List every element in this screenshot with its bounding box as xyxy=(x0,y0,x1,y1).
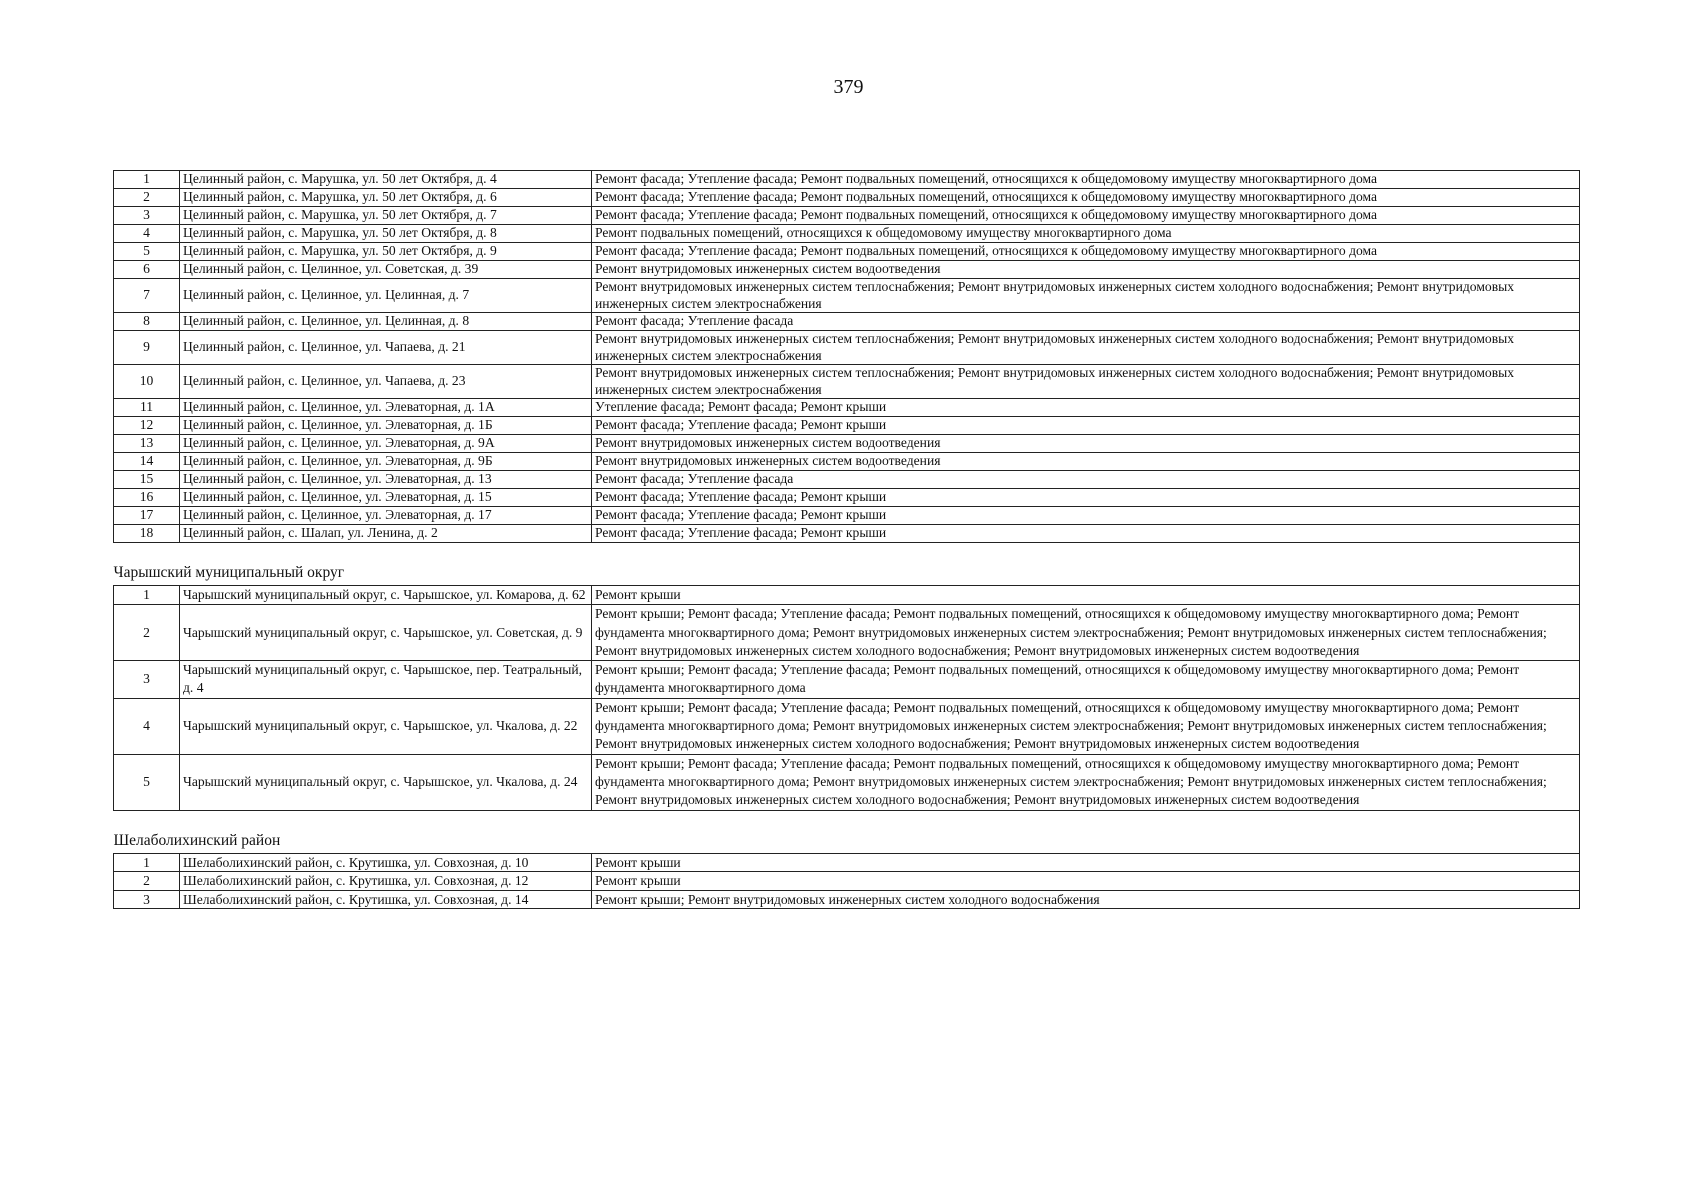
address-cell: Целинный район, с. Марушка, ул. 50 лет Октября, д. 8 xyxy=(180,225,592,243)
works-cell: Ремонт фасада; Утепление фасада; Ремонт подвальных помещений, относящихся к общедомовому имуществу многоквартирного дома xyxy=(592,189,1580,207)
table-row xyxy=(114,853,1580,872)
table-row xyxy=(114,453,1580,471)
works-cell: Ремонт крыши xyxy=(592,586,1580,605)
table-row xyxy=(114,605,1580,661)
address-cell: Чарышский муниципальный округ, с. Чарышское, ул. Советская, д. 9 xyxy=(180,605,592,661)
table-row xyxy=(114,225,1580,243)
row-number: 12 xyxy=(114,417,180,435)
works-cell: Ремонт крыши; Ремонт фасада; Утепление фасада; Ремонт подвальных помещений, относящихся к общедомовому имуществу многоквартирного дома; Ремонт фундамента многоквартирного дома; Ремонт внутридомовых инженерных систем электроснабжения; Ремонт внутридомовых инженерных систем теплоснабжения; Ремонт внутридомовых инженерных систем холодного водоснабжения; Ремонт внутридомовых инженерных систем водоотведения xyxy=(592,605,1580,661)
section-title: Чарышский муниципальный округ xyxy=(114,543,1580,586)
works-cell: Ремонт внутридомовых инженерных систем водоотведения xyxy=(592,453,1580,471)
address-cell: Шелаболихинский район, с. Крутишка, ул. Совхозная, д. 14 xyxy=(180,890,592,909)
works-cell: Ремонт внутридомовых инженерных систем теплоснабжения; Ремонт внутридомовых инженерных систем холодного водоснабжения; Ремонт внутридомовых инженерных систем электроснабжения xyxy=(592,331,1580,365)
address-cell: Целинный район, с. Целинное, ул. Элеваторная, д. 17 xyxy=(180,507,592,525)
works-cell: Ремонт крыши xyxy=(592,872,1580,891)
works-cell: Ремонт фасада; Утепление фасада; Ремонт подвальных помещений, относящихся к общедомовому имуществу многоквартирного дома xyxy=(592,243,1580,261)
address-cell: Целинный район, с. Целинное, ул. Целинная, д. 7 xyxy=(180,279,592,313)
row-number: 14 xyxy=(114,453,180,471)
address-cell: Чарышский муниципальный округ, с. Чарышское, пер. Театральный, д. 4 xyxy=(180,661,592,699)
table-row xyxy=(114,471,1580,489)
page-number: 379 xyxy=(833,76,864,98)
address-cell: Целинный район, с. Марушка, ул. 50 лет Октября, д. 9 xyxy=(180,243,592,261)
works-cell: Ремонт внутридомовых инженерных систем теплоснабжения; Ремонт внутридомовых инженерных систем холодного водоснабжения; Ремонт внутридомовых инженерных систем электроснабжения xyxy=(592,365,1580,399)
works-cell: Ремонт фасада; Утепление фасада xyxy=(592,313,1580,331)
row-number: 3 xyxy=(114,207,180,225)
row-number: 2 xyxy=(114,872,180,891)
table-row xyxy=(114,754,1580,810)
works-cell: Ремонт внутридомовых инженерных систем теплоснабжения; Ремонт внутридомовых инженерных систем холодного водоснабжения; Ремонт внутридомовых инженерных систем электроснабжения xyxy=(592,279,1580,313)
address-cell: Целинный район, с. Целинное, ул. Элеваторная, д. 1Б xyxy=(180,417,592,435)
works-cell: Ремонт внутридомовых инженерных систем водоотведения xyxy=(592,261,1580,279)
repair-table xyxy=(113,170,1580,909)
table-row xyxy=(114,365,1580,399)
table-row xyxy=(114,872,1580,891)
address-cell: Целинный район, с. Целинное, ул. Чапаева, д. 21 xyxy=(180,331,592,365)
table-row xyxy=(114,171,1580,189)
works-cell: Утепление фасада; Ремонт фасада; Ремонт крыши xyxy=(592,399,1580,417)
address-cell: Целинный район, с. Целинное, ул. Советская, д. 39 xyxy=(180,261,592,279)
address-cell: Целинный район, с. Марушка, ул. 50 лет Октября, д. 7 xyxy=(180,207,592,225)
row-number: 1 xyxy=(114,853,180,872)
row-number: 3 xyxy=(114,661,180,699)
address-cell: Чарышский муниципальный округ, с. Чарышское, ул. Комарова, д. 62 xyxy=(180,586,592,605)
row-number: 16 xyxy=(114,489,180,507)
table-row xyxy=(114,243,1580,261)
works-cell: Ремонт фасада; Утепление фасада; Ремонт крыши xyxy=(592,525,1580,543)
works-cell: Ремонт крыши; Ремонт фасада; Утепление фасада; Ремонт подвальных помещений, относящихся к общедомовому имуществу многоквартирного дома; Ремонт фундамента многоквартирного дома; Ремонт внутридомовых инженерных систем электроснабжения; Ремонт внутридомовых инженерных систем теплоснабжения; Ремонт внутридомовых инженерных систем холодного водоснабжения; Ремонт внутридомовых инженерных систем водоотведения xyxy=(592,754,1580,810)
table-row xyxy=(114,489,1580,507)
works-cell: Ремонт фасада; Утепление фасада; Ремонт крыши xyxy=(592,417,1580,435)
table-row xyxy=(114,507,1580,525)
works-cell: Ремонт крыши xyxy=(592,853,1580,872)
table-row xyxy=(114,661,1580,699)
address-cell: Целинный район, с. Целинное, ул. Элеваторная, д. 1А xyxy=(180,399,592,417)
works-cell: Ремонт фасада; Утепление фасада; Ремонт подвальных помещений, относящихся к общедомовому имуществу многоквартирного дома xyxy=(592,171,1580,189)
address-cell: Шелаболихинский район, с. Крутишка, ул. Совхозная, д. 12 xyxy=(180,872,592,891)
address-cell: Целинный район, с. Шалап, ул. Ленина, д. 2 xyxy=(180,525,592,543)
row-number: 10 xyxy=(114,365,180,399)
works-cell: Ремонт крыши; Ремонт фасада; Утепление фасада; Ремонт подвальных помещений, относящихся к общедомовому имуществу многоквартирного дома; Ремонт фундамента многоквартирного дома; Ремонт внутридомовых инженерных систем электроснабжения; Ремонт внутридомовых инженерных систем теплоснабжения; Ремонт внутридомовых инженерных систем холодного водоснабжения; Ремонт внутридомовых инженерных систем водоотведения xyxy=(592,698,1580,754)
table-row xyxy=(114,525,1580,543)
row-number: 4 xyxy=(114,225,180,243)
address-cell: Целинный район, с. Целинное, ул. Элеваторная, д. 9Б xyxy=(180,453,592,471)
row-number: 3 xyxy=(114,890,180,909)
table-row xyxy=(114,313,1580,331)
address-cell: Целинный район, с. Целинное, ул. Элеваторная, д. 9А xyxy=(180,435,592,453)
row-number: 9 xyxy=(114,331,180,365)
row-number: 13 xyxy=(114,435,180,453)
document-body xyxy=(113,170,1579,909)
works-cell: Ремонт крыши; Ремонт фасада; Утепление фасада; Ремонт подвальных помещений, относящихся к общедомовому имуществу многоквартирного дома; Ремонт фундамента многоквартирного дома xyxy=(592,661,1580,699)
section-title: Шелаболихинский район xyxy=(114,810,1580,853)
address-cell: Целинный район, с. Целинное, ул. Элеваторная, д. 15 xyxy=(180,489,592,507)
address-cell: Чарышский муниципальный округ, с. Чарышское, ул. Чкалова, д. 24 xyxy=(180,754,592,810)
address-cell: Целинный район, с. Марушка, ул. 50 лет Октября, д. 4 xyxy=(180,171,592,189)
row-number: 11 xyxy=(114,399,180,417)
address-cell: Целинный район, с. Целинное, ул. Целинная, д. 8 xyxy=(180,313,592,331)
row-number: 15 xyxy=(114,471,180,489)
row-number: 18 xyxy=(114,525,180,543)
row-number: 5 xyxy=(114,243,180,261)
table-row xyxy=(114,279,1580,313)
row-number: 2 xyxy=(114,605,180,661)
row-number: 6 xyxy=(114,261,180,279)
table-body-shelabolikha xyxy=(114,810,1580,909)
row-number: 17 xyxy=(114,507,180,525)
works-cell: Ремонт фасада; Утепление фасада; Ремонт крыши xyxy=(592,507,1580,525)
address-cell: Целинный район, с. Целинное, ул. Элеваторная, д. 13 xyxy=(180,471,592,489)
row-number: 1 xyxy=(114,171,180,189)
works-cell: Ремонт фасада; Утепление фасада; Ремонт подвальных помещений, относящихся к общедомовому имуществу многоквартирного дома xyxy=(592,207,1580,225)
table-row xyxy=(114,331,1580,365)
address-cell: Целинный район, с. Целинное, ул. Чапаева, д. 23 xyxy=(180,365,592,399)
row-number: 8 xyxy=(114,313,180,331)
table-row xyxy=(114,207,1580,225)
row-number: 7 xyxy=(114,279,180,313)
works-cell: Ремонт фасада; Утепление фасада; Ремонт крыши xyxy=(592,489,1580,507)
address-cell: Целинный район, с. Марушка, ул. 50 лет Октября, д. 6 xyxy=(180,189,592,207)
works-cell: Ремонт подвальных помещений, относящихся к общедомовому имуществу многоквартирного дома xyxy=(592,225,1580,243)
table-row xyxy=(114,890,1580,909)
table-row xyxy=(114,261,1580,279)
table-row xyxy=(114,417,1580,435)
address-cell: Шелаболихинский район, с. Крутишка, ул. Совхозная, д. 10 xyxy=(180,853,592,872)
address-cell: Чарышский муниципальный округ, с. Чарышское, ул. Чкалова, д. 22 xyxy=(180,698,592,754)
section-title-row xyxy=(114,810,1580,853)
table-row xyxy=(114,189,1580,207)
table-row xyxy=(114,435,1580,453)
section-title-row xyxy=(114,543,1580,586)
row-number: 1 xyxy=(114,586,180,605)
works-cell: Ремонт внутридомовых инженерных систем водоотведения xyxy=(592,435,1580,453)
row-number: 5 xyxy=(114,754,180,810)
table-body-tselinny xyxy=(114,171,1580,543)
table-body-charysh xyxy=(114,543,1580,811)
works-cell: Ремонт фасада; Утепление фасада xyxy=(592,471,1580,489)
works-cell: Ремонт крыши; Ремонт внутридомовых инженерных систем холодного водоснабжения xyxy=(592,890,1580,909)
row-number: 2 xyxy=(114,189,180,207)
table-row xyxy=(114,698,1580,754)
table-row xyxy=(114,586,1580,605)
table-row xyxy=(114,399,1580,417)
row-number: 4 xyxy=(114,698,180,754)
